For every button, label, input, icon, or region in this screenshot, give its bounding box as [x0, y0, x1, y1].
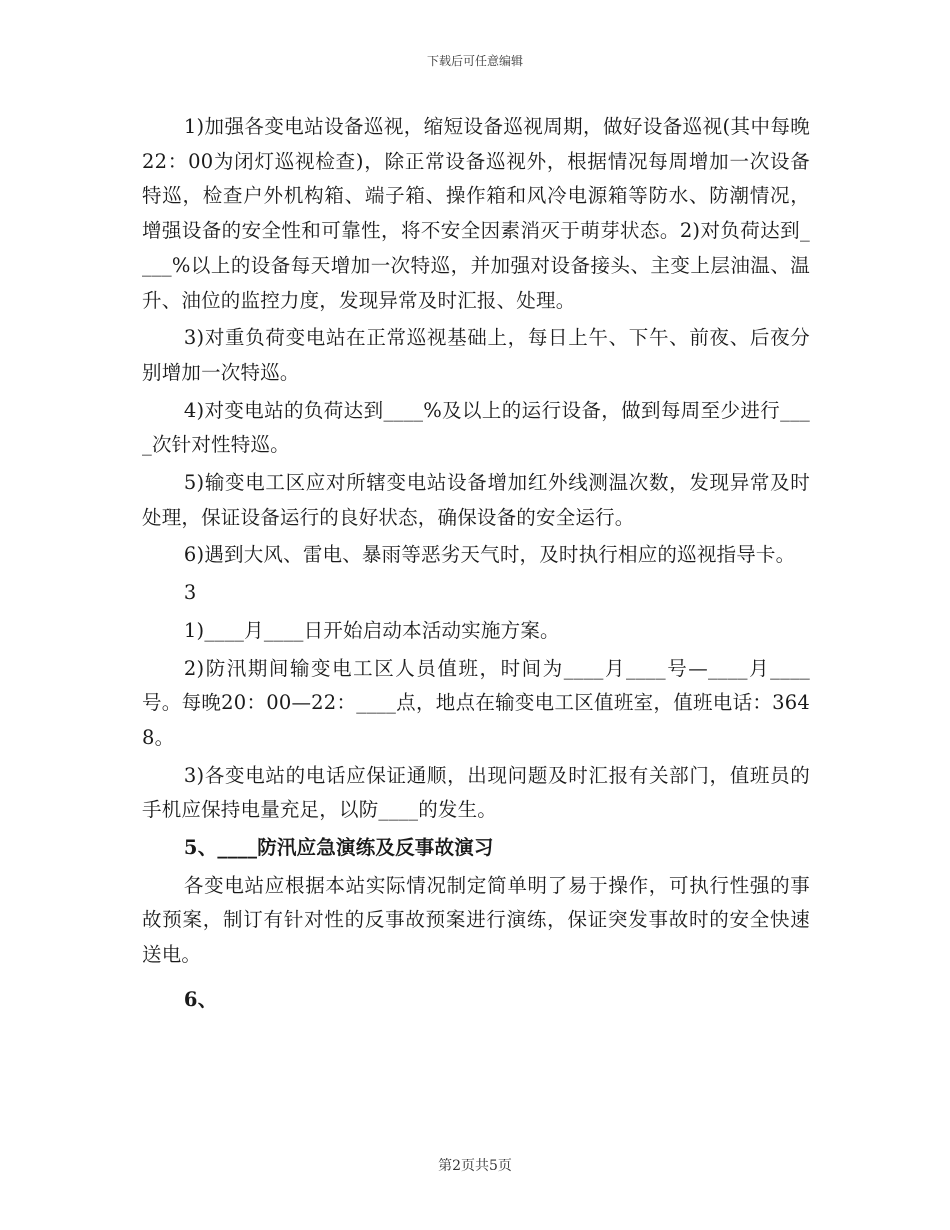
paragraph-inspection-3: 3)对重负荷变电站在正常巡视基础上，每日上午、下午、前夜、后夜分别增加一次特巡。: [142, 326, 810, 384]
section-6-heading: 6、: [183, 987, 218, 1011]
section-5-body: 各变电站应根据本站实际情况制定简单明了易于操作，可执行性强的事故预案，制订有针对性的反事故预案进行演练，保证突发事故时的安全快速送电。: [142, 873, 810, 967]
paragraph-inspection-4: 4)对变电站的负荷达到____%及以上的运行设备，做到每周至少进行____次针对性特巡。: [142, 398, 810, 457]
document-body: [142, 110, 810, 1021]
paragraph-duty-2: 2)防汛期间输变电工区人员值班，时间为____月____号—____月____号。每晚20：00—22：____点，地点在输变电工区值班室，值班电话：3648。: [142, 656, 810, 749]
page-header: 下载后可任意编辑: [426, 54, 523, 68]
paragraph-duty-3: 3)各变电站的电话应保证通顺，出现问题及时汇报有关部门，值班员的手机应保持电量充足，以防____的发生。: [142, 763, 810, 822]
paragraph-inspection-6: 6)遇到大风、雷电、暴雨等恶劣天气时，及时执行相应的巡视指导卡。: [183, 543, 796, 567]
paragraph-inspection-1-2: 1)加强各变电站设备巡视，缩短设备巡视周期，做好设备巡视(其中每晚22：00为闭灯巡视检查)，除正常设备巡视外，根据情况每周增加一次设备特巡，检查户外机构箱、端子箱、操作箱和风冷电源箱等防水、防潮情况，增强设备的安全性和可靠性，将不安全因素消灭于萌芽状态。2)对负荷达到____%以上的设备每天增加一次特巡，并加强对设备接头、主变上层油温、温升、油位的监控力度，发现异常及时汇报、处理。: [142, 115, 810, 312]
section-number-3: 3: [183, 581, 197, 605]
page-footer: 第2页共5页: [438, 1158, 512, 1174]
paragraph-inspection-5: 5)输变电工区应对所辖变电站设备增加红外线测温次数，发现异常及时处理，保证设备运行的良好状态，确保设备的安全运行。: [142, 471, 810, 529]
paragraph-duty-1: 1)____月____日开始启动本活动实施方案。: [183, 618, 560, 642]
section-5-heading: 5、____防汛应急演练及反事故演习: [183, 836, 494, 860]
